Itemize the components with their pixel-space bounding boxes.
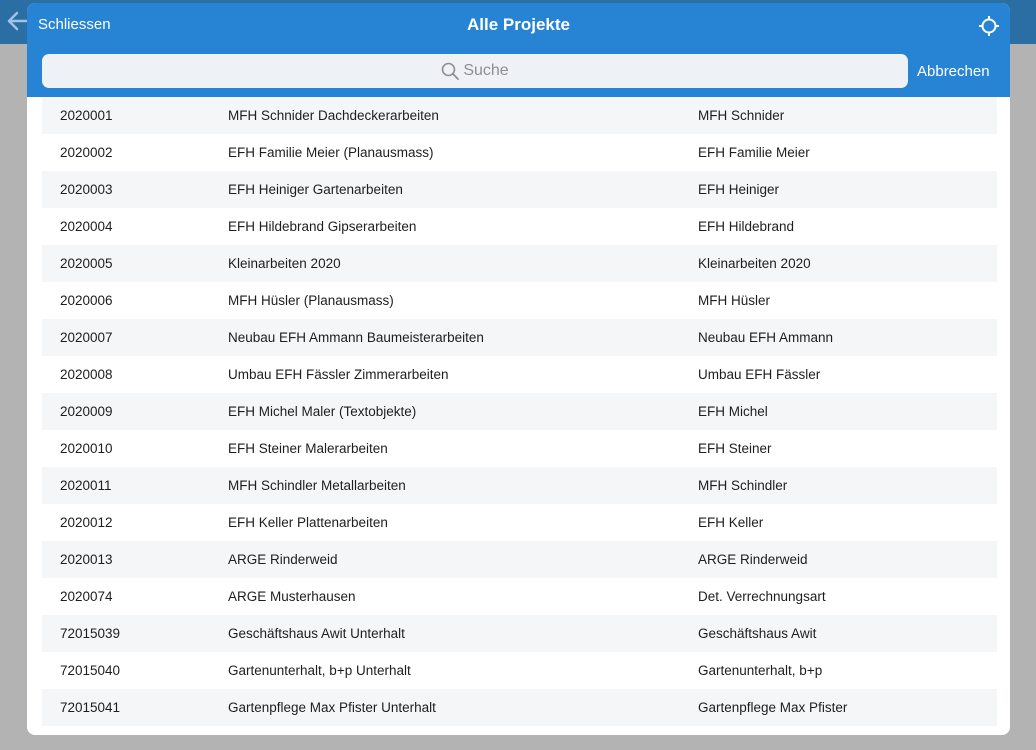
table-row[interactable]: [42, 282, 997, 319]
project-name: EFH Hildebrand Gipserarbeiten: [228, 219, 417, 234]
modal-header: [27, 3, 1010, 97]
table-row[interactable]: [42, 504, 997, 541]
project-name: ARGE Musterhausen: [228, 589, 356, 604]
project-client: EFH Hildebrand: [698, 219, 795, 234]
project-name: EFH Heiniger Gartenarbeiten: [228, 182, 403, 197]
project-name: Kleinarbeiten 2020: [228, 256, 341, 271]
project-name: Umbau EFH Fässler Zimmerarbeiten: [228, 367, 449, 382]
projects-modal: [27, 3, 1010, 735]
project-name: Gartenpflege Max Pfister Unterhalt: [228, 700, 436, 715]
project-name: Neubau EFH Ammann Baumeisterarbeiten: [228, 330, 484, 345]
project-client: ARGE Rinderweid: [698, 552, 808, 567]
project-number: 2020008: [60, 367, 113, 382]
project-number: 2020001: [60, 108, 113, 123]
project-name: EFH Familie Meier (Planausmass): [228, 145, 434, 160]
project-client: Det. Verrechnungsart: [698, 589, 826, 604]
project-number: 2020004: [60, 219, 113, 234]
project-client: Geschäftshaus Awit: [698, 626, 817, 641]
project-list: [42, 97, 997, 726]
project-client: MFH Schnider: [698, 108, 785, 123]
project-number: 2020009: [60, 404, 113, 419]
project-number: 2020002: [60, 145, 113, 160]
project-number: 2020011: [60, 478, 112, 493]
table-row[interactable]: [42, 97, 997, 134]
project-client: EFH Familie Meier: [698, 145, 810, 160]
table-row[interactable]: [42, 245, 997, 282]
project-name: MFH Hüsler (Planausmass): [228, 293, 394, 308]
project-client: Kleinarbeiten 2020: [698, 256, 811, 271]
table-row[interactable]: [42, 393, 997, 430]
project-number: 2020007: [60, 330, 113, 345]
project-number: 2020013: [60, 552, 113, 567]
project-number: 72015041: [60, 700, 121, 715]
search-input[interactable]: [42, 54, 908, 88]
project-name: Gartenunterhalt, b+p Unterhalt: [228, 663, 411, 678]
page-title: Alle Projekte: [467, 15, 570, 34]
project-name: MFH Schindler Metallarbeiten: [228, 478, 406, 493]
project-number: 72015039: [60, 626, 121, 641]
table-row[interactable]: [42, 467, 997, 504]
project-client: Neubau EFH Ammann: [698, 330, 834, 345]
table-row[interactable]: [42, 615, 997, 652]
table-row[interactable]: [42, 171, 997, 208]
project-number: 2020006: [60, 293, 113, 308]
table-row[interactable]: [42, 208, 997, 245]
project-client: EFH Michel: [698, 404, 768, 419]
project-number: 2020074: [60, 589, 113, 604]
table-row[interactable]: [42, 319, 997, 356]
project-client: Gartenunterhalt, b+p: [698, 663, 823, 678]
table-row[interactable]: [42, 578, 997, 615]
project-client: Umbau EFH Fässler: [698, 367, 821, 382]
project-name: ARGE Rinderweid: [228, 552, 338, 567]
project-number: 2020005: [60, 256, 113, 271]
crosshair-icon[interactable]: [978, 15, 1000, 37]
project-number: 72015040: [60, 663, 121, 678]
project-name: MFH Schnider Dachdeckerarbeiten: [228, 108, 439, 123]
project-client: MFH Hüsler: [698, 293, 771, 308]
project-name: EFH Keller Plattenarbeiten: [228, 515, 388, 530]
project-name: EFH Steiner Malerarbeiten: [228, 441, 388, 456]
back-arrow-icon: [6, 8, 28, 34]
project-name: EFH Michel Maler (Textobjekte): [228, 404, 417, 419]
close-button[interactable]: Schliessen: [38, 16, 111, 33]
project-name: Geschäftshaus Awit Unterhalt: [228, 626, 405, 641]
table-row[interactable]: [42, 689, 997, 726]
project-number: 2020012: [60, 515, 113, 530]
table-row[interactable]: [42, 356, 997, 393]
project-client: EFH Steiner: [698, 441, 772, 456]
search-placeholder: Suche: [463, 62, 509, 79]
project-client: EFH Heiniger: [698, 182, 780, 197]
search-icon: [441, 62, 459, 80]
table-row[interactable]: [42, 134, 997, 171]
cancel-button[interactable]: Abbrechen: [917, 63, 990, 80]
project-number: 2020010: [60, 441, 113, 456]
table-row[interactable]: [42, 652, 997, 689]
table-row[interactable]: [42, 430, 997, 467]
project-client: EFH Keller: [698, 515, 764, 530]
project-client: MFH Schindler: [698, 478, 788, 493]
project-number: 2020003: [60, 182, 113, 197]
table-row[interactable]: [42, 541, 997, 578]
project-client: Gartenpflege Max Pfister: [698, 700, 848, 715]
